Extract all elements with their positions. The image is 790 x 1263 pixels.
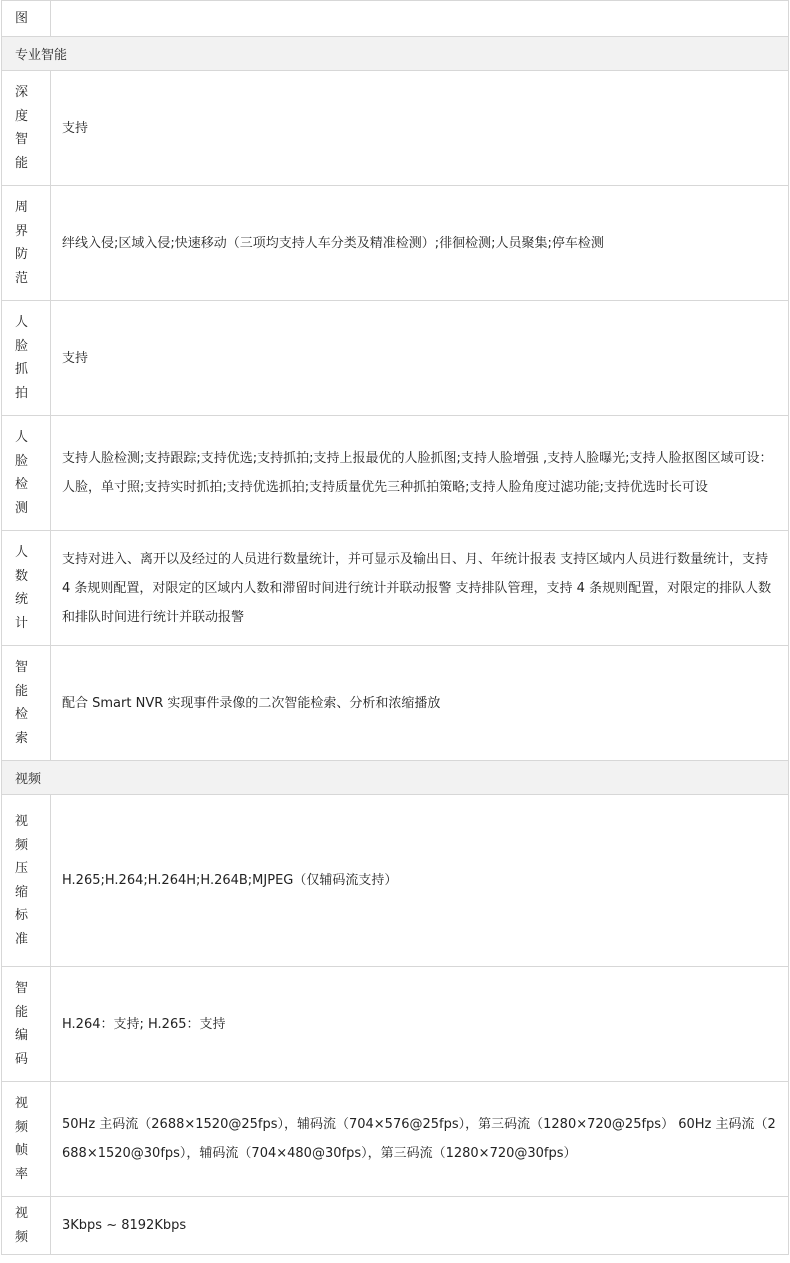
row-label [2, 186, 51, 301]
table-row [2, 301, 789, 416]
table-row [2, 416, 789, 531]
row-label-text: 深度智能 [15, 85, 29, 171]
row-value: H.264：支持; H.265：支持 [51, 967, 789, 1082]
section-title: 视频 [2, 761, 789, 795]
table-row [2, 967, 789, 1082]
row-label [2, 71, 51, 186]
row-label-text: 人脸检测 [15, 430, 29, 516]
row-label-text: 视频帧率 [15, 1096, 29, 1182]
table-row [2, 1197, 789, 1255]
row-label-text: 人脸抓拍 [15, 315, 29, 401]
spec-table-body [2, 1, 789, 1255]
table-row [2, 795, 789, 967]
row-value: 支持对进入、离开以及经过的人员进行数量统计，并可显示及输出日、月、年统计报表 支持区域内人员进行数量统计，支持 4 条规则配置，对限定的区域内人数和滞留时间进行统计并联动报警 支持排队管理，支持 4 条规则配置，对限定的排队人数和排队时间进行统计并联动报警 [51, 531, 789, 646]
row-label [2, 531, 51, 646]
table-row [2, 71, 789, 186]
section-title: 专业智能 [2, 37, 789, 71]
row-label [2, 416, 51, 531]
row-label [2, 1082, 51, 1197]
row-value: 3Kbps ~ 8192Kbps [51, 1197, 789, 1255]
row-value: 支持人脸检测;支持跟踪;支持优选;支持抓拍;支持上报最优的人脸抓图;支持人脸增强 ,支持人脸曝光;支持人脸抠图区域可设：人脸，单寸照;支持实时抓拍;支持优选抓拍;支持质量优先三种抓拍策略;支持人脸角度过滤功能;支持优选时长可设 [51, 416, 789, 531]
row-label [2, 967, 51, 1082]
table-row [2, 531, 789, 646]
row-label-text: 智能检索 [15, 660, 29, 746]
table-row [2, 186, 789, 301]
row-label-text: 视频压缩标准 [15, 814, 29, 947]
row-value: 50Hz 主码流（2688×1520@25fps），辅码流（704×576@25fps），第三码流（1280×720@25fps） 60Hz 主码流（2688×1520@30fps），辅码流（704×480@30fps），第三码流（1280×720@30fps） [51, 1082, 789, 1197]
row-label [2, 301, 51, 416]
row-value: 支持 [51, 301, 789, 416]
table-row [2, 1082, 789, 1197]
spec-table [1, 0, 789, 1255]
row-value: H.265;H.264;H.264H;H.264B;MJPEG（仅辅码流支持） [51, 795, 789, 967]
row-value: 支持 [51, 71, 789, 186]
table-row [2, 1, 789, 37]
section-header [2, 761, 789, 795]
section-header [2, 37, 789, 71]
row-label [2, 1, 51, 37]
table-row [2, 646, 789, 761]
row-label [2, 795, 51, 967]
row-label [2, 1197, 51, 1255]
row-label [2, 646, 51, 761]
row-value [51, 1, 789, 37]
row-label-text: 图 [15, 10, 29, 26]
row-label-text: 人数统计 [15, 545, 29, 631]
row-label-text: 智能编码 [15, 981, 29, 1067]
row-label-text: 视频 [15, 1206, 29, 1245]
row-label-text: 周界防范 [15, 200, 29, 286]
row-value: 配合 Smart NVR 实现事件录像的二次智能检索、分析和浓缩播放 [51, 646, 789, 761]
row-value: 绊线入侵;区域入侵;快速移动（三项均支持人车分类及精准检测）;徘徊检测;人员聚集;停车检测 [51, 186, 789, 301]
